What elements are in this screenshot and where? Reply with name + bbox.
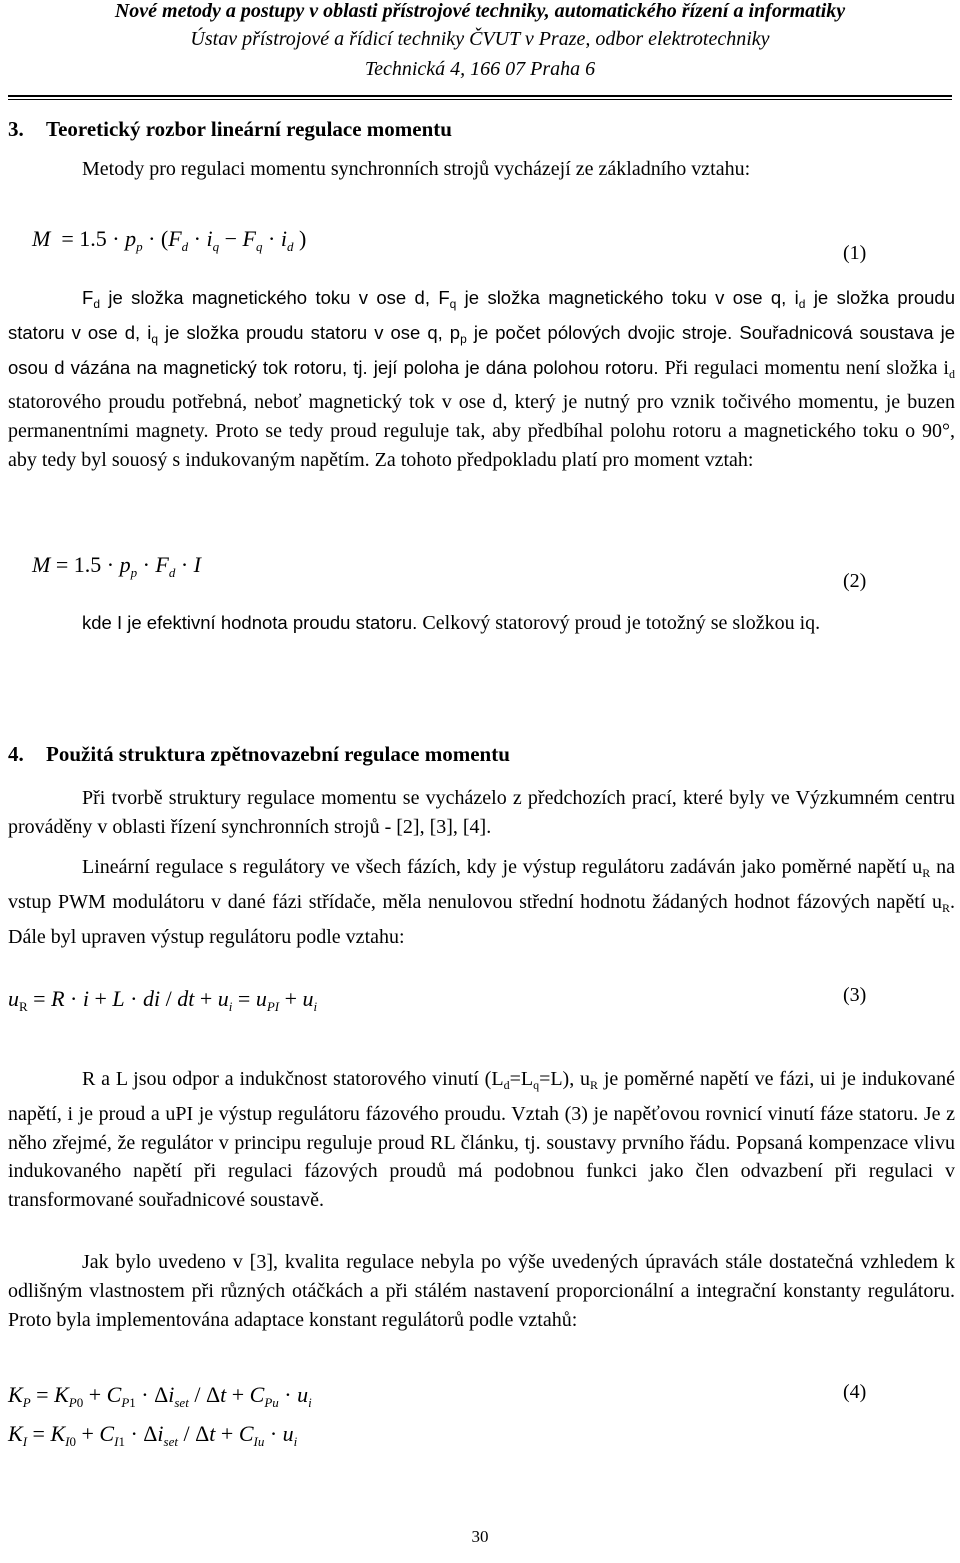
header-line-1: Nové metody a postupy v oblasti přístrojové techniky, automatického řízení a informatiky: [114, 0, 846, 22]
section-3-intro: Metody pro regulaci momentu synchronních strojů vycházejí ze základního vztahu:: [82, 158, 751, 180]
equation-3: $u_R = R \cdot i + L$ · di / dt + $u_i = u_{PI} + u_i$: [8, 986, 318, 1014]
equation-1-number: (1): [843, 242, 867, 264]
header-line-2: Ústav přístrojové a řídicí techniky ČVUT v Praze, odbor elektrotechniky: [190, 28, 770, 50]
section-4-paragraph-4: Jak bylo uvedeno v [3], kvalita regulace nebyla po výše uvedených úpravách stále dostatečná vzhledem k odlišným vlastnostem při různých otáčkách a při stálém nastavení proporcionální a integrační konstanty regulátoru. Proto byla implementována adaptace konstant regulátorů podle vztahů:: [8, 1251, 955, 1331]
section-3-paragraph-2: kde I je efektivní hodnota proudu statoru. Celkový statorový proud je totožný se složkou iq.: [82, 612, 821, 634]
equation-2-number: (2): [843, 570, 867, 592]
section-4-paragraph-3: R a L jsou odpor a indukčnost statorového vinutí $(L_d=L_q=L)$, $u_R$ je poměrné napětí ve fázi, ui je indukované napětí, i je proud a uPI je výstup regulátoru fázového proudu. Vztah (3) je napěťovou rovnicí vinutí fáze statoru. Je z něho zřejmé, že regulátor v principu reguluje proud RL článku, tj. soustavy prvního řádu. Popsaná kompenzace vlivu indukovaného napětí při regulaci fázových proudů má podobnou funkci jako člen odvazbení při regulaci v transformované souřadnicové soustavě.: [8, 1068, 956, 1212]
section-4-title: Použitá struktura zpětnovazební regulace momentu: [46, 742, 510, 766]
header-rule: [8, 95, 952, 97]
section-4-paragraph-1: Při tvorbě struktury regulace momentu se vycházelo z předchozích prací, které byly ve Výzkumném centru prováděny v oblasti řízení synchronních strojů - [2], [3], [4].: [8, 787, 955, 838]
header-line-3: Technická 4, 166 07 Praha 6: [364, 58, 596, 80]
equation-1: $M = 1.5 \cdot p_p \cdot (F_d \cdot i_q - F_q \cdot i_d$ ): [32, 226, 307, 254]
equation-4-number: (4): [843, 1381, 867, 1403]
section-3-paragraph-1: $F_d$ je složka magnetického toku v ose d, $F_q$ je složka magnetického toku v ose q, $i_d$ je složka proudu statoru v ose d, $i_q$ je složka proudu statoru v ose q, $p_p$ je počet pólových dvojic stroje. Souřadnicová soustava je osou d vázána na magnetický tok rotoru, tj. její poloha je dána polohou rotoru. Při regulaci momentu není složka $i_d$ statorového proudu potřebná, neboť magnetický tok v ose d, který je nutný pro vznik točivého momentu, je buzen permanentními magnety. Proto se tedy proud reguluje tak, aby předbíhal polohu rotoru a magnetického toku o 90°, aby tedy byl souosý s indukovaným napětím. Za tohoto předpokladu platí pro moment vztah:: [8, 287, 956, 471]
section-4-heading: [8, 742, 510, 767]
header-rule-thin: [8, 99, 952, 100]
equation-4a: $K_P = K_{P0} + C_{P1} \cdot \Delta i_{set} / \Delta t + C_{Pu} \cdot u_i$: [8, 1382, 312, 1410]
page-number: 30: [471, 1527, 489, 1546]
equation-4b: $K_I = K_{I0} + C_{I1} \cdot \Delta i_{set} / \Delta t + C_{Iu} \cdot u_i$: [8, 1421, 298, 1449]
equation-2: $M = 1.5 \cdot p_p \cdot F_d \cdot I$: [32, 552, 201, 580]
equation-3-number: (3): [843, 984, 867, 1006]
section-4-paragraph-2: Lineární regulace s regulátory ve všech fázích, kdy je výstup regulátoru zadáván jako poměrné napětí $u_R$ na vstup PWM modulátoru v dané fázi střídače, měla nenulovou střední hodnotu žádaných hodnot fázových napětí $u_R$. Dále byl upraven výstup regulátoru podle vztahu:: [8, 856, 955, 948]
section-3-title: Teoretický rozbor lineární regulace momentu: [46, 117, 452, 141]
section-3-heading: [8, 117, 452, 142]
section-4-number: 4.: [8, 742, 24, 766]
section-3-number: 3.: [8, 117, 24, 141]
